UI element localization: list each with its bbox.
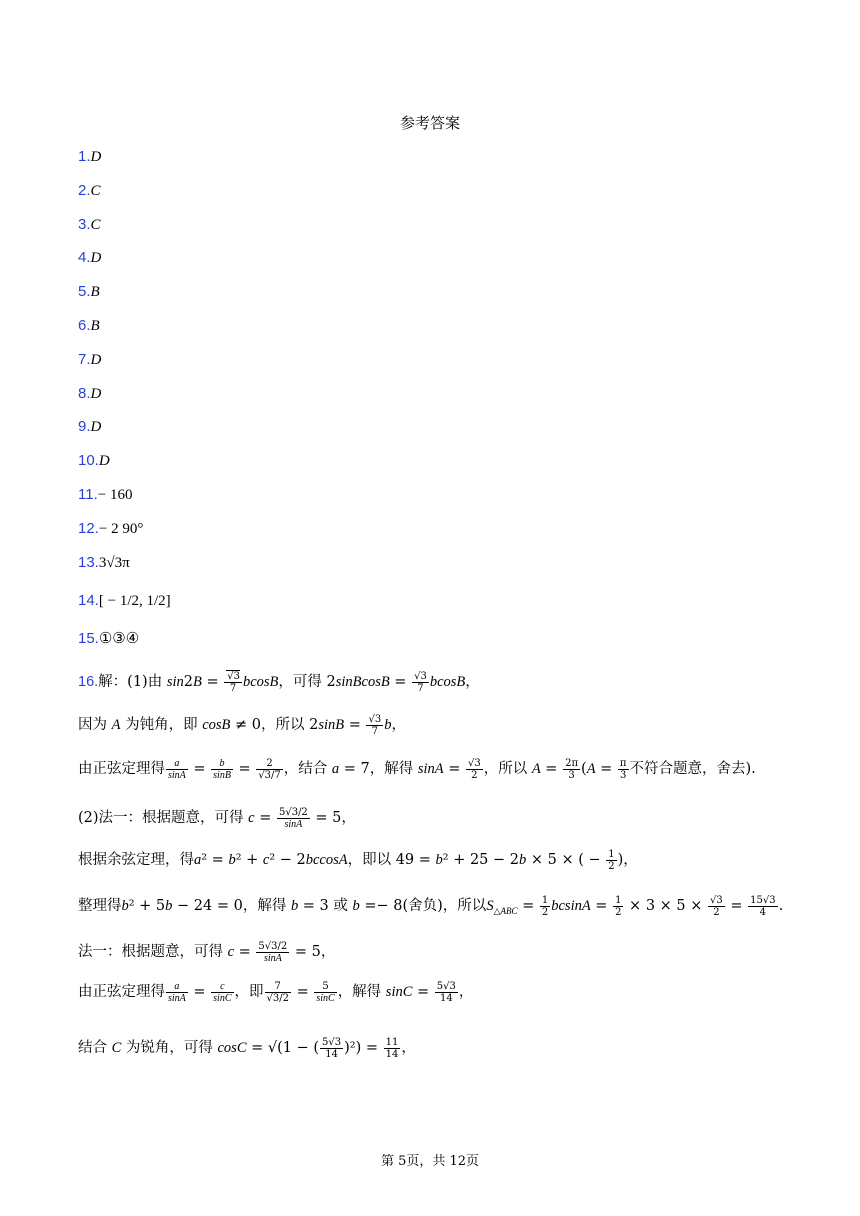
answer-number: 7. — [78, 351, 91, 368]
answer-item — [78, 247, 101, 268]
answer-number: 14. — [78, 592, 99, 609]
answer-value: D — [90, 386, 102, 402]
answer-value: D — [90, 250, 102, 266]
answer-value: C — [90, 217, 101, 233]
answer-item — [78, 146, 101, 167]
page-footer: 第 5页，共 12页 — [380, 1154, 480, 1169]
answer-number: 6. — [78, 317, 91, 334]
answer-item — [78, 180, 101, 201]
solution-line-5: 根据余弦定理，得a² = b² + c² − 2bccosA，即以 49 = b² + 25 − 2b × 5 × ( − $\frac{1}{2}$ )， — [78, 848, 638, 872]
solution-line-7: 法一：根据题意，可得 c = $\frac{5√3/2}{\sin A}$ = 5， — [78, 940, 336, 964]
answer-item — [78, 450, 110, 471]
solution-line-1: 16.解：(1)由 sin2B = $\frac{√3}{7}$ bcosB，可得 2sinBcosB = $\frac{√3}{7}$ bcosB， — [78, 670, 480, 694]
answer-number: 10. — [78, 452, 99, 469]
answer-number: 5. — [78, 283, 91, 300]
answer-item — [78, 518, 143, 539]
solution-line-6: 整理得b² + 5b − 24 = 0，解得 b = 3 或 b =− 8(舍负)，所以$S_{\triangle ABC}$ = $\frac{1}{2}$ bcsinA = $\frac{1}{2}$ × 3 × 5 × $\frac{√3}{2}$ = $\frac{15√3}{4}$ . — [78, 894, 784, 918]
answer-number: 11. — [78, 486, 98, 503]
answer-item — [78, 349, 101, 370]
answer-item — [78, 552, 130, 573]
solution-line-2: 因为 A 为钝角，即 cosB ≠ 0，所以 2sinB = $\frac{√3}{7}$ b， — [78, 713, 406, 737]
solution-number: 16. — [78, 674, 99, 690]
answer-number: 1. — [78, 148, 91, 165]
answer-value: [ − 1/2, 1/2] — [98, 593, 171, 609]
answer-value: 3√3π — [98, 555, 130, 571]
page-title: 参考答案 — [399, 114, 460, 132]
answer-item — [78, 628, 139, 649]
answer-value: B — [90, 318, 100, 334]
answer-item — [78, 383, 101, 404]
answer-value: B — [90, 284, 100, 300]
answer-value: D — [90, 352, 102, 368]
solution-line-4: (2)法一：根据题意，可得 c = $\frac{5√3/2}{\sin A}$ = 5， — [78, 806, 356, 830]
solution-line-9: 结合 C 为锐角，可得 cosC = √(1 − ( $\frac{5√3}{14}$ )²) = $\frac{11}{14}$ ， — [78, 1036, 416, 1060]
answer-value: − 2 90° — [98, 521, 144, 537]
answer-item — [78, 214, 101, 235]
answer-number: 4. — [78, 249, 91, 266]
answer-item — [78, 590, 171, 611]
answer-number: 3. — [78, 216, 91, 233]
solution-line-8: 由正弦定理得 $\frac{a}{\sin A}$ = $\frac{c}{\sin C}$ ，即 $\frac{7}{√3/2}$ = $\frac{5}{\sin C}$ ，解得 sinC = $\frac{5√3}{14}$ ， — [78, 980, 474, 1004]
solution-line-3: 由正弦定理得 $\frac{a}{\sin A}$ = $\frac{b}{\sin B}$ = $\frac{2}{√3/7}$ ，结合 a = 7，解得 sinA = $\frac{√3}{2}$ ，所以 A = $\frac{2\pi}{3}$ (A = $\frac{\pi}{3}$ 不符合题意，舍去). — [78, 757, 756, 781]
answer-value: D — [98, 453, 110, 469]
answer-number: 13. — [78, 554, 99, 571]
answer-value: ①③④ — [98, 631, 140, 647]
answer-value: D — [90, 149, 102, 165]
answer-number: 12. — [78, 520, 99, 537]
answer-item — [78, 315, 100, 336]
answer-number: 9. — [78, 418, 91, 435]
answer-number: 2. — [78, 182, 91, 199]
answer-number: 8. — [78, 385, 91, 402]
answer-item — [78, 416, 101, 437]
answer-number: 15. — [78, 630, 99, 647]
answer-item — [78, 281, 100, 302]
answer-item — [78, 484, 132, 505]
answer-value: − 160 — [97, 487, 133, 503]
answer-value: C — [90, 183, 101, 199]
answer-value: D — [90, 419, 102, 435]
